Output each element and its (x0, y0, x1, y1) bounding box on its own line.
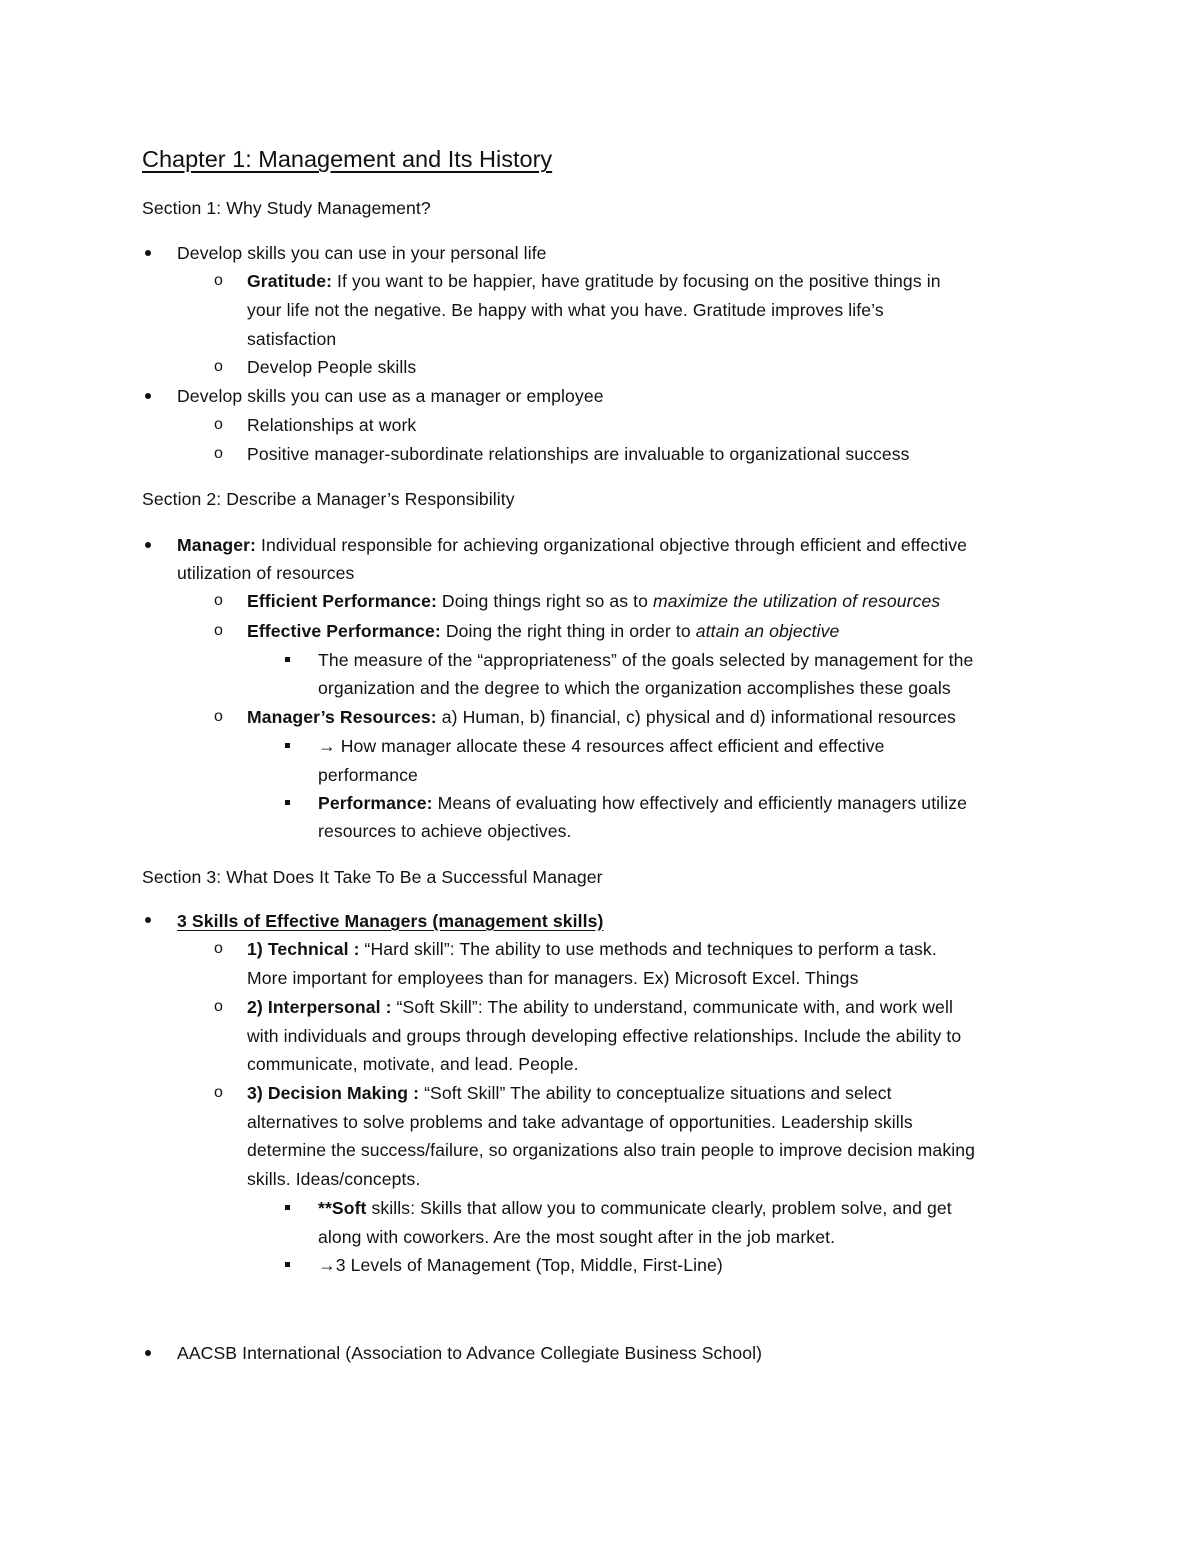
arrow-icon: → (318, 736, 336, 756)
s3-interpersonal-line-2: with individuals and groups through developing effective relationships. Include the ability to (247, 1026, 962, 1046)
bullet-circle: o (214, 940, 223, 957)
bullet-square (285, 1262, 290, 1267)
s3-soft-skills-line-2: along with coworkers. Are the most sought after in the job market. (318, 1227, 836, 1247)
s1-bullet-manager-employee: Develop skills you can use as a manager or employee (177, 386, 604, 406)
s3-decision-line-3: determine the success/failure, so organizations also train people to improve decision making (247, 1140, 975, 1160)
bullet-circle: o (214, 358, 223, 375)
bullet-circle: o (214, 592, 223, 609)
s2-allocate-line-1: → How manager allocate these 4 resources affect efficient and effective (318, 736, 885, 756)
s2-performance-line-1: Performance: Means of evaluating how effectively and efficiently managers utilize (318, 793, 967, 813)
bullet-square (285, 800, 290, 805)
s3-technical-line-1: 1) Technical : “Hard skill”: The ability to use methods and techniques to perform a task. (247, 939, 937, 959)
bullet-square (285, 657, 290, 662)
s2-performance-line-2: resources to achieve objectives. (318, 821, 572, 841)
s2-manager-line-1: Manager: Individual responsible for achieving organizational objective through efficient and effective (177, 535, 968, 555)
s2-effective-performance: Effective Performance: Doing the right thing in order to attain an objective (247, 621, 840, 641)
s3-levels-of-management: →3 Levels of Management (Top, Middle, First-Line) (318, 1255, 723, 1275)
s2-allocate-line-2: performance (318, 765, 418, 785)
s2-measure-line-1: The measure of the “appropriateness” of the goals selected by management for the (318, 650, 974, 670)
s2-managers-resources: Manager’s Resources: a) Human, b) financial, c) physical and d) informational resources (247, 707, 956, 727)
s3-decision-line-4: skills. Ideas/concepts. (247, 1169, 421, 1189)
s3-decision-line-1: 3) Decision Making : “Soft Skill” The ability to conceptualize situations and select (247, 1083, 892, 1103)
s3-soft-skills-line-1: **Soft skills: Skills that allow you to communicate clearly, problem solve, and get (318, 1198, 952, 1218)
s1-gratitude-line-1: Gratitude: If you want to be happier, have gratitude by focusing on the positive things in (247, 271, 941, 291)
bullet-circle: o (214, 416, 223, 433)
section-2-heading: Section 2: Describe a Manager’s Responsibility (142, 489, 515, 509)
s3-interpersonal-line-1: 2) Interpersonal : “Soft Skill”: The ability to understand, communicate with, and work well (247, 997, 953, 1017)
s1-positive-relationships: Positive manager-subordinate relationships are invaluable to organizational success (247, 444, 910, 464)
s1-people-skills: Develop People skills (247, 357, 417, 377)
s3-aacsb: AACSB International (Association to Advance Collegiate Business School) (177, 1343, 763, 1363)
bullet-circle: o (214, 445, 223, 462)
s3-skills-heading: 3 Skills of Effective Managers (management skills) (177, 911, 604, 931)
s1-gratitude-line-3: satisfaction (247, 329, 337, 349)
s1-gratitude-line-2: your life not the negative. Be happy with what you have. Gratitude improves life’s (247, 300, 884, 320)
s2-manager-line-2: utilization of resources (177, 563, 355, 583)
bullet-square (285, 1205, 290, 1210)
s3-interpersonal-line-3: communicate, motivate, and lead. People. (247, 1054, 579, 1074)
bullet-circle: o (214, 1084, 223, 1101)
s1-relationships-at-work: Relationships at work (247, 415, 417, 435)
bullet-circle: o (214, 708, 223, 725)
arrow-icon: → (318, 1255, 336, 1275)
chapter-title: Chapter 1: Management and Its History (142, 146, 553, 172)
bullet-disc (145, 542, 151, 548)
bullet-circle: o (214, 272, 223, 289)
s3-technical-line-2: More important for employees than for managers. Ex) Microsoft Excel. Things (247, 968, 859, 988)
section-3-heading: Section 3: What Does It Take To Be a Successful Manager (142, 867, 603, 887)
bullet-disc (145, 1350, 151, 1356)
s2-efficient-performance: Efficient Performance: Doing things right so as to maximize the utilization of resources (247, 591, 941, 611)
s1-bullet-personal-life: Develop skills you can use in your personal life (177, 243, 547, 263)
bullet-circle: o (214, 998, 223, 1015)
section-1-heading: Section 1: Why Study Management? (142, 198, 431, 218)
bullet-disc (145, 393, 151, 399)
bullet-disc (145, 250, 151, 256)
s2-measure-line-2: organization and the degree to which the organization accomplishes these goals (318, 678, 951, 698)
bullet-disc (145, 917, 151, 923)
s3-decision-line-2: alternatives to solve problems and take advantage of opportunities. Leadership skills (247, 1112, 913, 1132)
bullet-circle: o (214, 622, 223, 639)
bullet-square (285, 743, 290, 748)
